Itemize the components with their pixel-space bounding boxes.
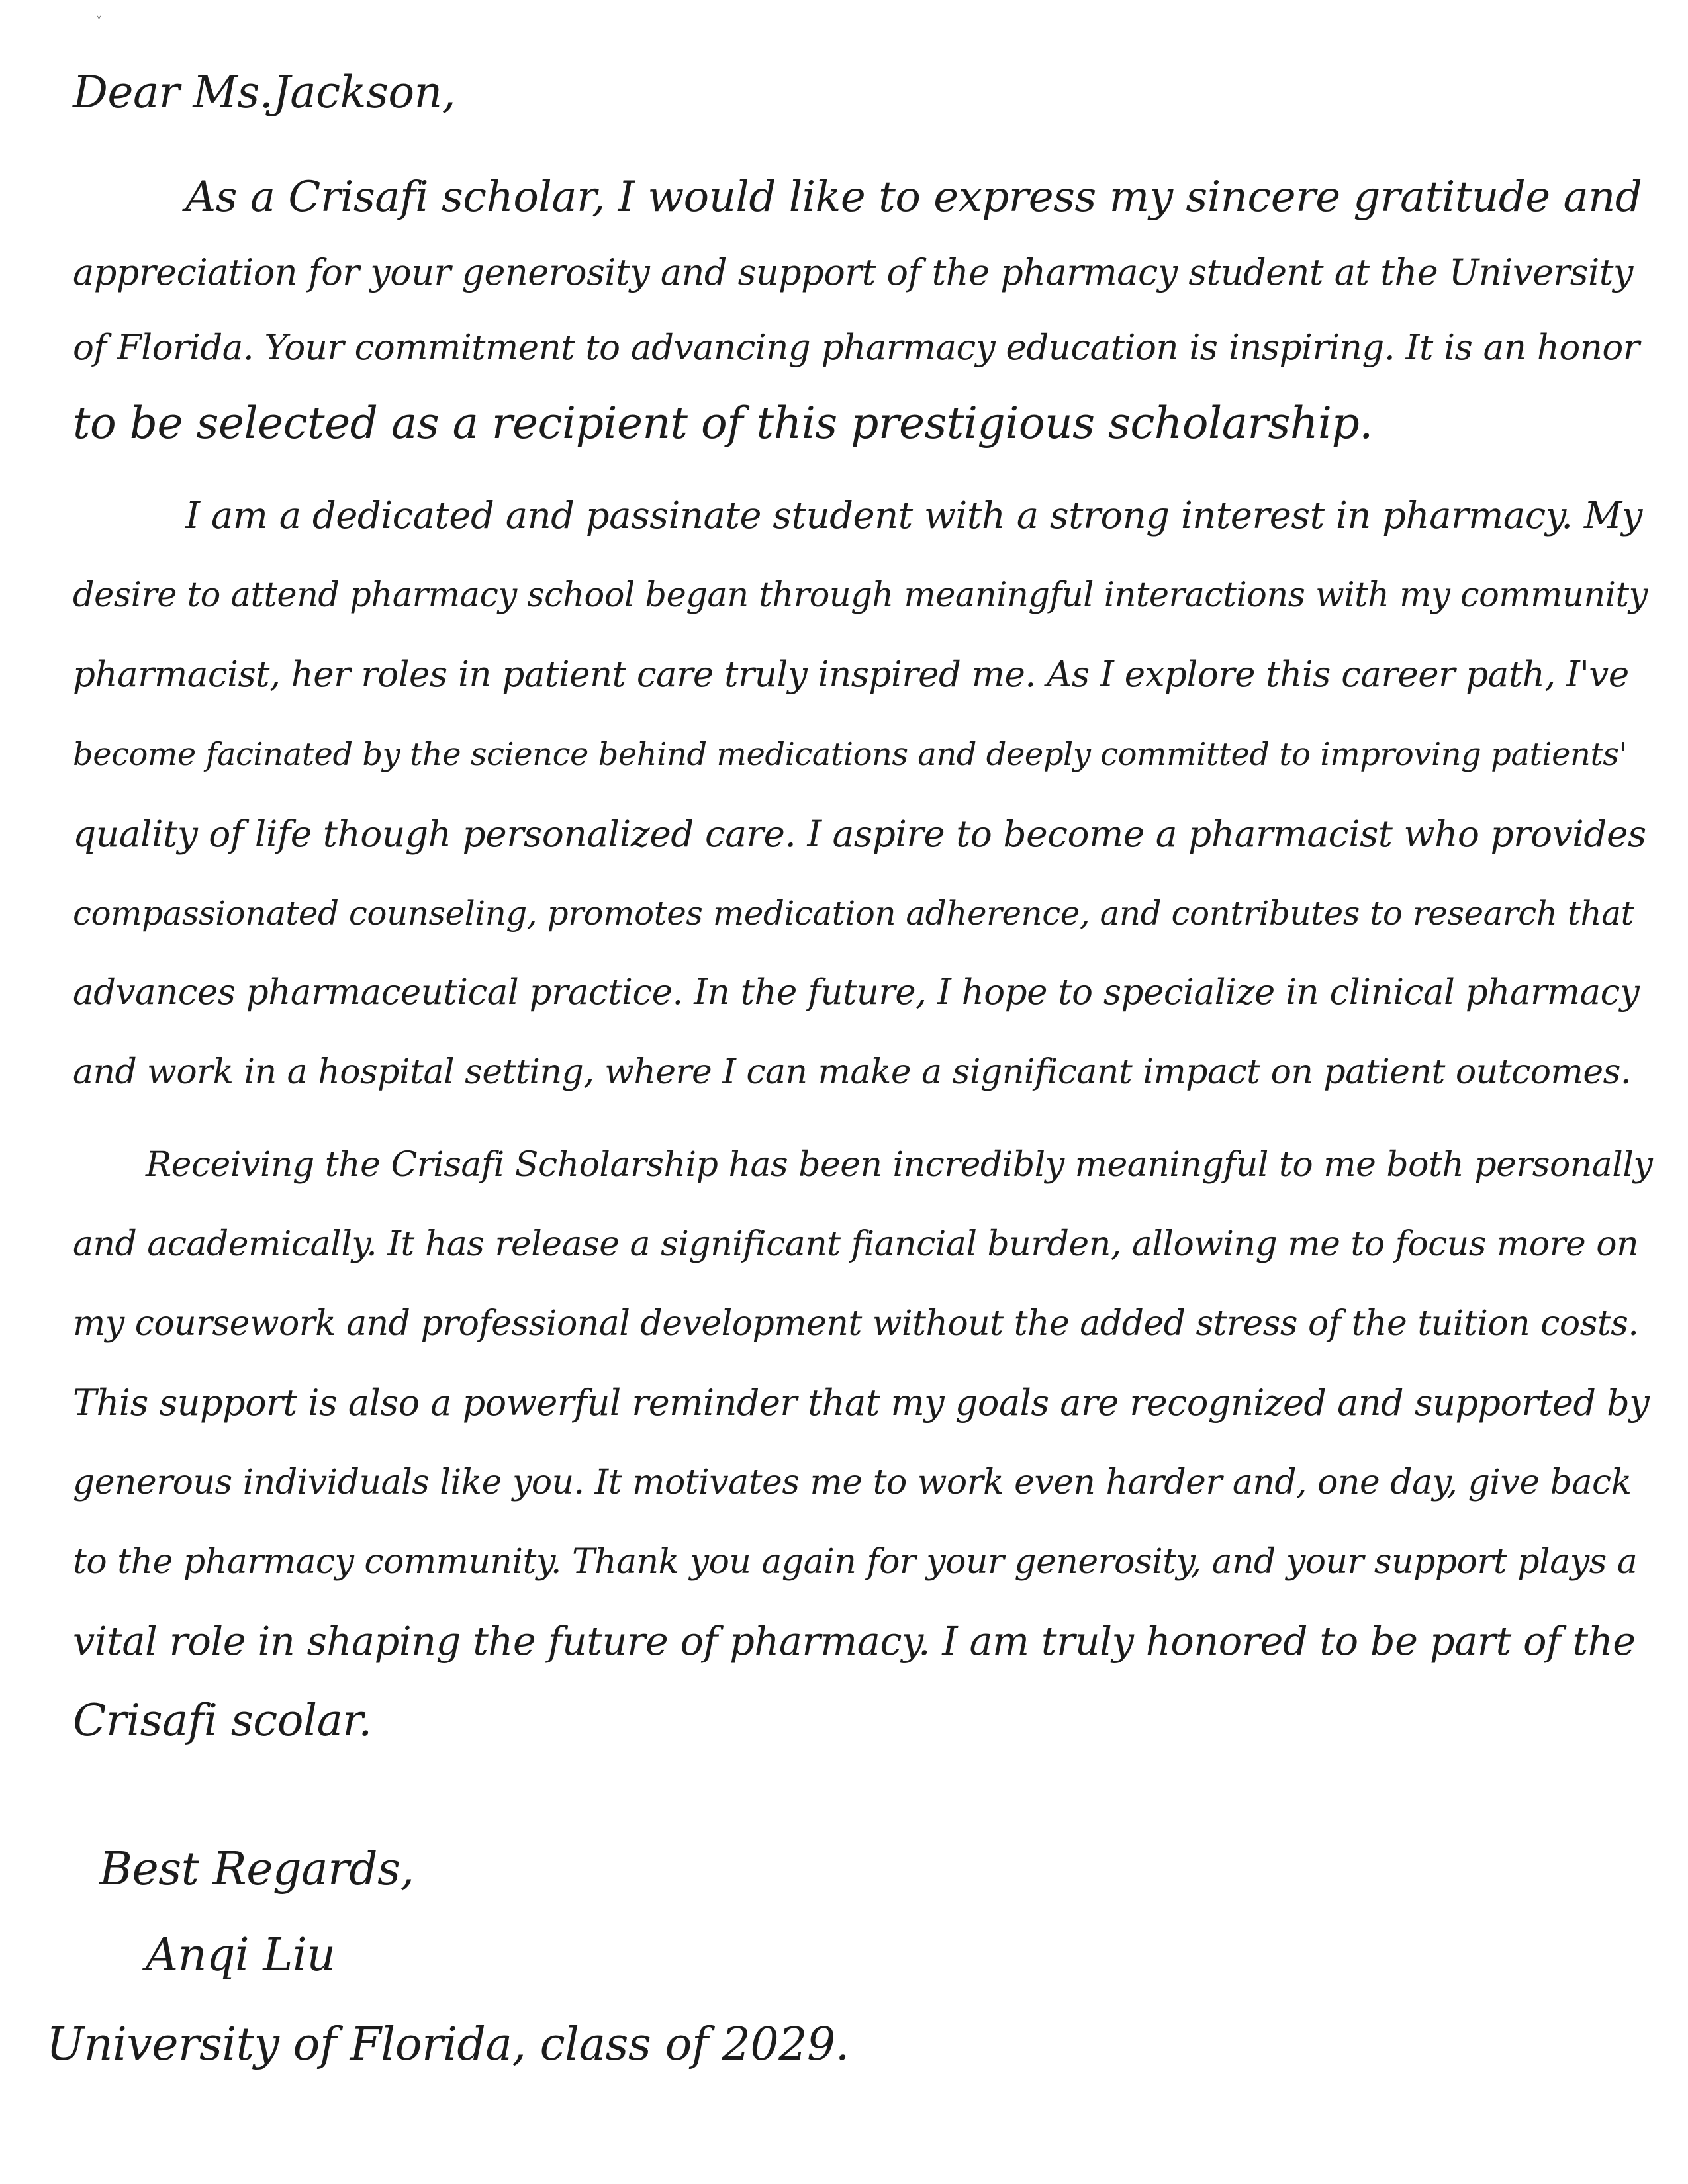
- body-line: to be selected as a recipient of this prestigious scholarship.: [73, 398, 1373, 449]
- body-line: advances pharmaceutical practice. In the future, I hope to specialize in clinical pharmacy: [73, 972, 1640, 1013]
- signature-name: Anqi Liu: [146, 1929, 336, 1981]
- body-line: and academically. It has release a significant fiancial burden, allowing me to focus more on: [73, 1224, 1639, 1264]
- body-line: quality of life though personalized care. I aspire to become a pharmacist who provides: [73, 813, 1646, 855]
- greeting: Dear Ms.Jackson,: [73, 67, 456, 118]
- body-line: to the pharmacy community. Thank you again for your generosity, and your support plays a: [73, 1542, 1638, 1582]
- body-line: my coursework and professional development without the added stress of the tuition costs.: [73, 1304, 1639, 1343]
- body-line: I am a dedicated and passinate student with a strong interest in pharmacy. My: [185, 494, 1642, 537]
- body-line: compassionated counseling, promotes medication adherence, and contributes to research that: [73, 894, 1634, 933]
- closing: Best Regards,: [99, 1843, 414, 1895]
- body-line: pharmacist, her roles in patient care truly inspired me. As I explore this career path, I've: [73, 655, 1629, 695]
- body-line: become facinated by the science behind medications and deeply committed to improving patients': [73, 736, 1628, 773]
- body-line: and work in a hospital setting, where I can make a significant impact on patient outcomes.: [73, 1052, 1631, 1092]
- body-line: As a Crisafi scholar, I would like to express my sincere gratitude and: [185, 173, 1642, 222]
- body-line: desire to attend pharmacy school began through meaningful interactions with my community: [73, 576, 1648, 615]
- body-line: This support is also a powerful reminder that my goals are recognized and supported by: [73, 1382, 1650, 1424]
- body-line: vital role in shaping the future of pharmacy. I am truly honored to be part of the: [73, 1618, 1636, 1664]
- body-line: of Florida. Your commitment to advancing pharmacy education is inspiring. It is an honor: [73, 328, 1640, 368]
- body-line: Crisafi scolar.: [73, 1695, 372, 1746]
- body-line: generous individuals like you. It motivates me to work even harder and, one day, give back: [73, 1463, 1632, 1502]
- body-line: Receiving the Crisafi Scholarship has been incredibly meaningful to me both personally: [146, 1145, 1653, 1185]
- body-line: appreciation for your generosity and support of the pharmacy student at the University: [73, 251, 1633, 293]
- scan-mark: ˅: [96, 15, 102, 28]
- signature-affiliation: University of Florida, class of 2029.: [46, 2019, 849, 2071]
